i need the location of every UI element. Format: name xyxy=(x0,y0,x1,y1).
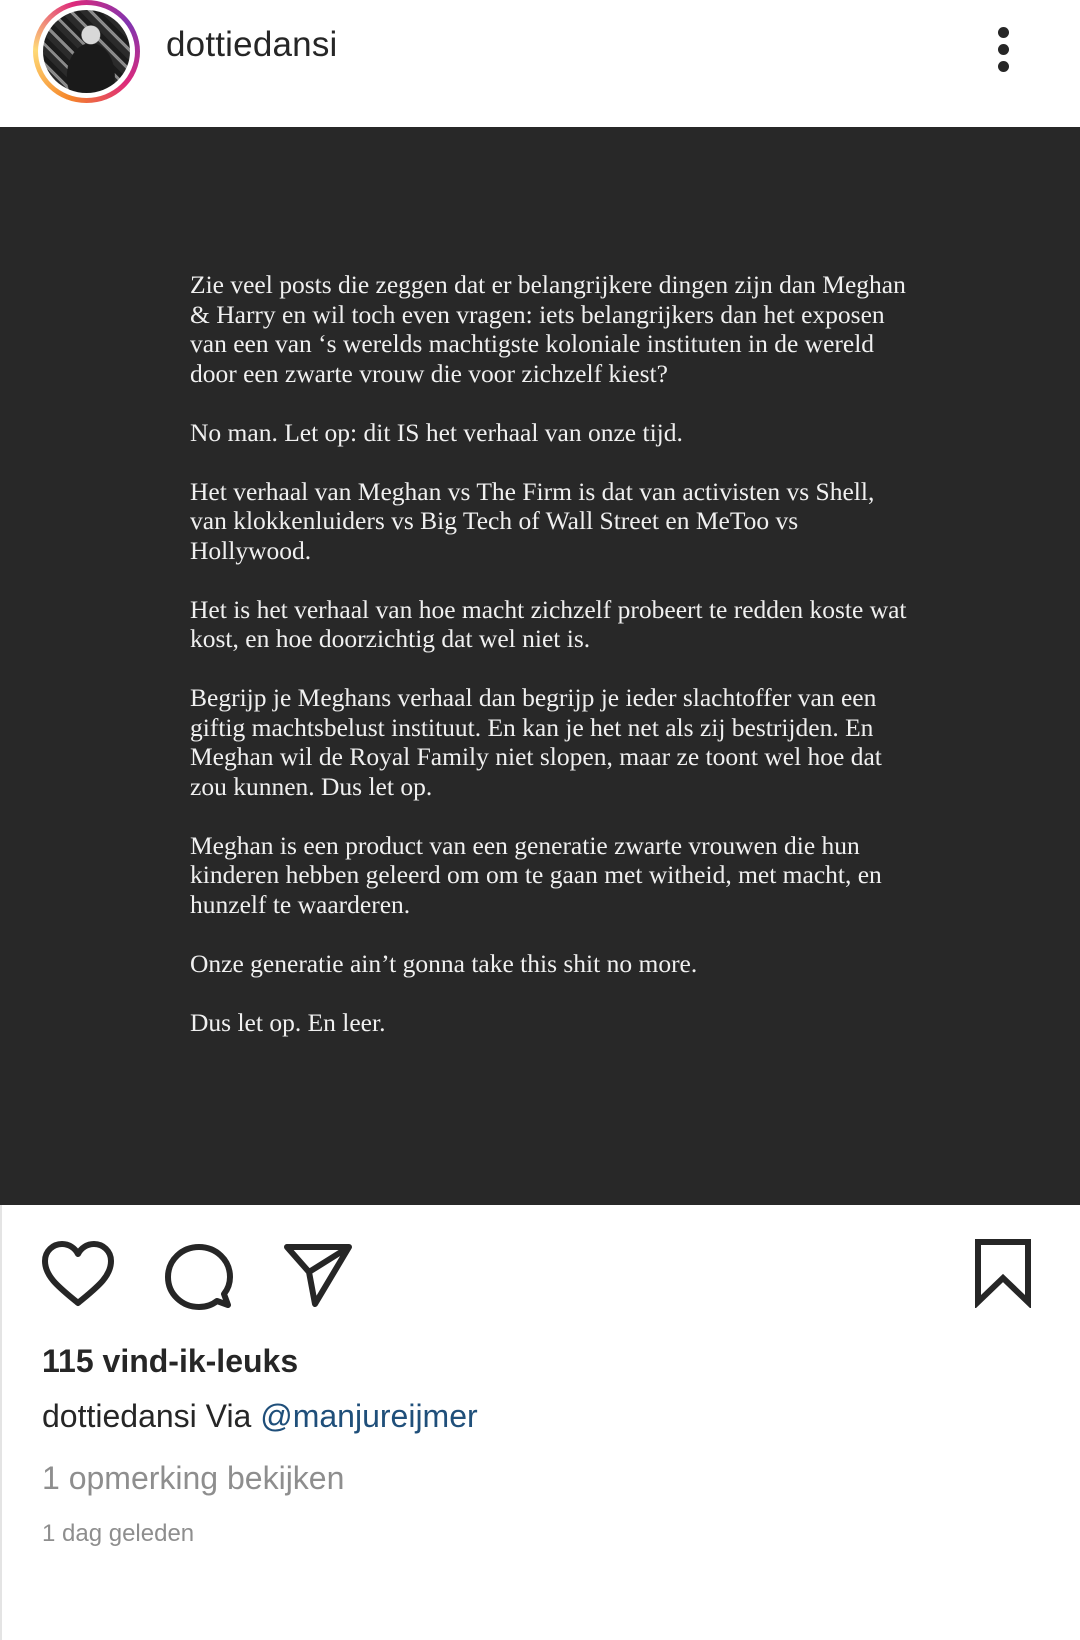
post-paragraph: Meghan is een product van een generatie zwarte vrouwen die hun kinderen hebben geleerd om om te gaan met witheid, met macht, en hunzelf te waarderen. xyxy=(190,830,882,919)
header-username[interactable]: dottiedansi xyxy=(166,25,338,64)
heart-icon[interactable] xyxy=(40,1240,116,1308)
post-paragraph: Dus let op. En leer. xyxy=(190,1007,386,1037)
more-dot xyxy=(998,61,1009,72)
avatar-border xyxy=(38,5,135,98)
view-comments-link[interactable]: 1 opmerking bekijken xyxy=(42,1460,345,1496)
send-icon[interactable] xyxy=(282,1242,354,1308)
post-header xyxy=(0,0,1080,127)
post-paragraph: Het is het verhaal van hoe macht zichzelf probeert te redden koste wat kost, en hoe doorzichtig dat wel niet is. xyxy=(190,594,907,653)
avatar xyxy=(43,10,130,93)
likes-count[interactable]: 115 vind-ik-leuks xyxy=(42,1343,299,1379)
caption-text: Via xyxy=(205,1398,252,1434)
post-paragraph: Begrijp je Meghans verhaal dan begrijp je ieder slachtoffer van een giftig machtsbelust instituut. En kan je het net als zij bestrijden. En Meghan wil de Royal Family niet slopen, maar ze toont wel hoe dat zou kunnen. Dus let op. xyxy=(190,683,882,801)
post-timestamp: 1 dag geleden xyxy=(42,1520,195,1547)
post-paragraph: Zie veel posts die zeggen dat er belangrijkere dingen zijn dan Meghan & Harry en wil toch even vragen: iets belangrijkers dan het exposen van een van ‘s werelds machtigste koloniale instituten in de wereld door een zwarte vrouw die voor zichzelf kiest? xyxy=(190,270,906,388)
post-paragraph: No man. Let op: dit IS het verhaal van onze tijd. xyxy=(190,417,683,447)
post-text xyxy=(190,270,910,1067)
post-paragraph: Het verhaal van Meghan vs The Firm is dat van activisten vs Shell, van klokkenluiders vs Big Tech of Wall Street en MeToo vs Hollywood. xyxy=(190,476,875,565)
more-dot xyxy=(998,27,1009,38)
caption-mention-link[interactable]: @manjureijmer xyxy=(260,1398,478,1434)
caption-username[interactable]: dottiedansi xyxy=(42,1398,197,1434)
story-ring[interactable] xyxy=(33,0,140,103)
post-paragraph: Onze generatie ain’t gonna take this shit no more. xyxy=(190,948,698,978)
comment-icon[interactable] xyxy=(164,1242,234,1312)
more-vertical-icon[interactable] xyxy=(992,24,1016,74)
bookmark-icon[interactable] xyxy=(972,1238,1034,1308)
action-bar xyxy=(0,1205,1080,1335)
more-dot xyxy=(998,44,1009,55)
caption xyxy=(42,1398,478,1435)
post-image[interactable] xyxy=(0,127,1080,1205)
